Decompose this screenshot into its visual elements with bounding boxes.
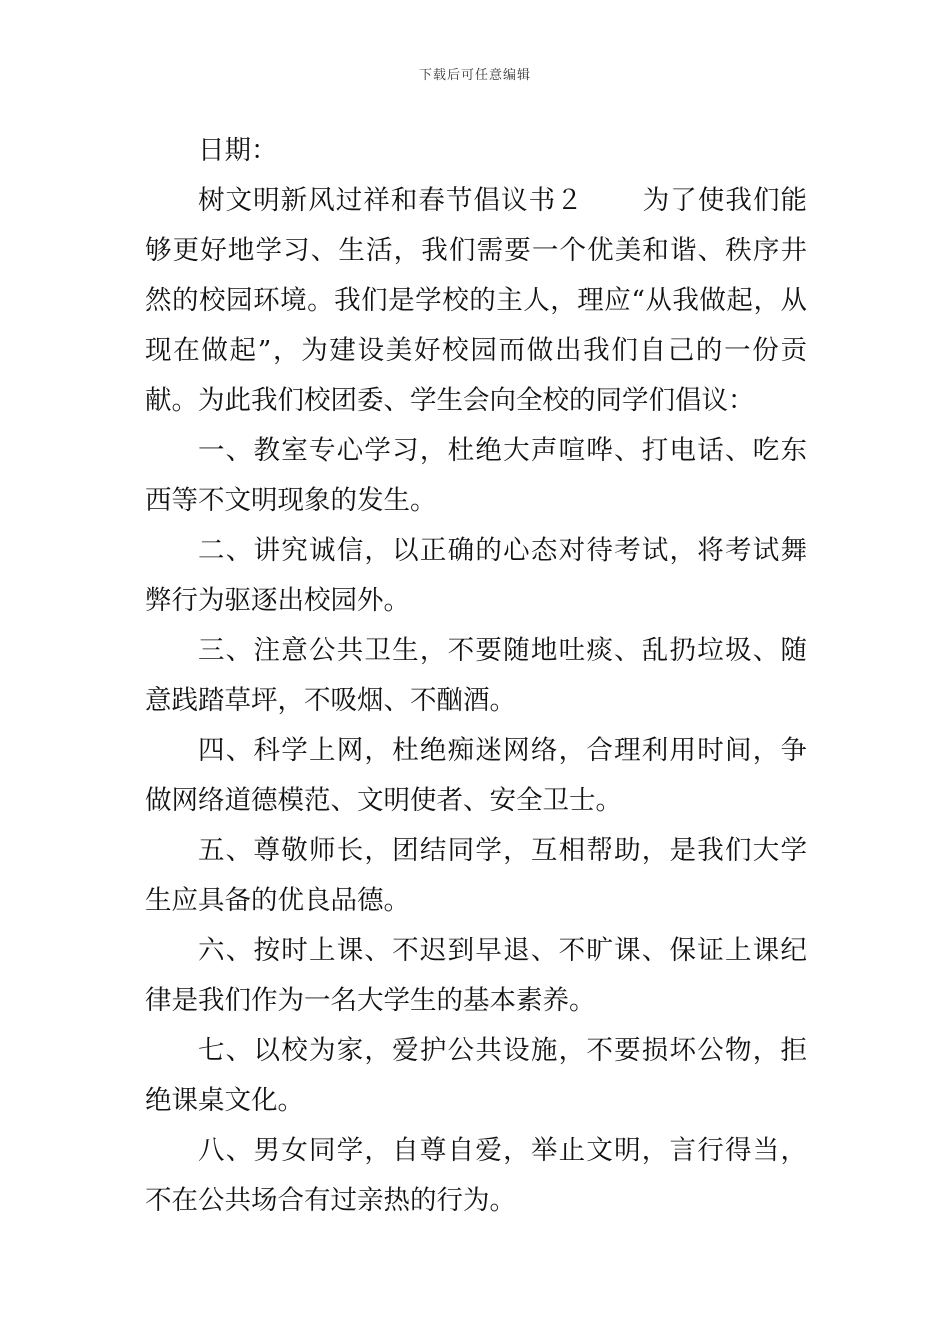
proposal-item-8: 八、男女同学，自尊自爱，举止文明，言行得当，不在公共场合有过亲热的行为。 [145,1135,807,1216]
proposal-item-2: 二、讲究诚信，以正确的心态对待考试，将考试舞弊行为驱逐出校园外。 [145,535,807,616]
proposal-item-6: 六、按时上课、不迟到早退、不旷课、保证上课纪律是我们作为一名大学生的基本素养。 [145,935,807,1016]
document-title: 树文明新风过祥和春节倡议书２ [198,185,584,216]
page-header: 下载后可任意编辑 [418,68,531,83]
intro-paragraph [145,176,807,426]
proposal-item-4: 四、科学上网，杜绝痴迷网络，合理利用时间，争做网络道德模范、文明使者、安全卫士。 [145,735,807,816]
document-body [145,126,807,1226]
proposal-item-7: 七、以校为家，爱护公共设施，不要损坏公物，拒绝课桌文化。 [145,1035,807,1116]
proposal-item-3: 三、注意公共卫生，不要随地吐痰、乱扔垃圾、随意践踏草坪，不吸烟、不酗酒。 [145,635,807,716]
proposal-item-5: 五、尊敬师长，团结同学，互相帮助，是我们大学生应具备的优良品德。 [145,835,807,916]
date-line: 日期： [198,135,278,166]
proposal-item-1: 一、教室专心学习，杜绝大声喧哗、打电话、吃东西等不文明现象的发生。 [145,435,807,516]
intro-text: 为了使我们能够更好地学习、生活，我们需要一个优美和谐、秩序井然的校园环境。我们是学校的主人，理应“从我做起，从现在做起”，为建设美好校园而做出我们自己的一份贡献。为此我们校团委、学生会向全校的同学们倡议： [145,185,808,416]
